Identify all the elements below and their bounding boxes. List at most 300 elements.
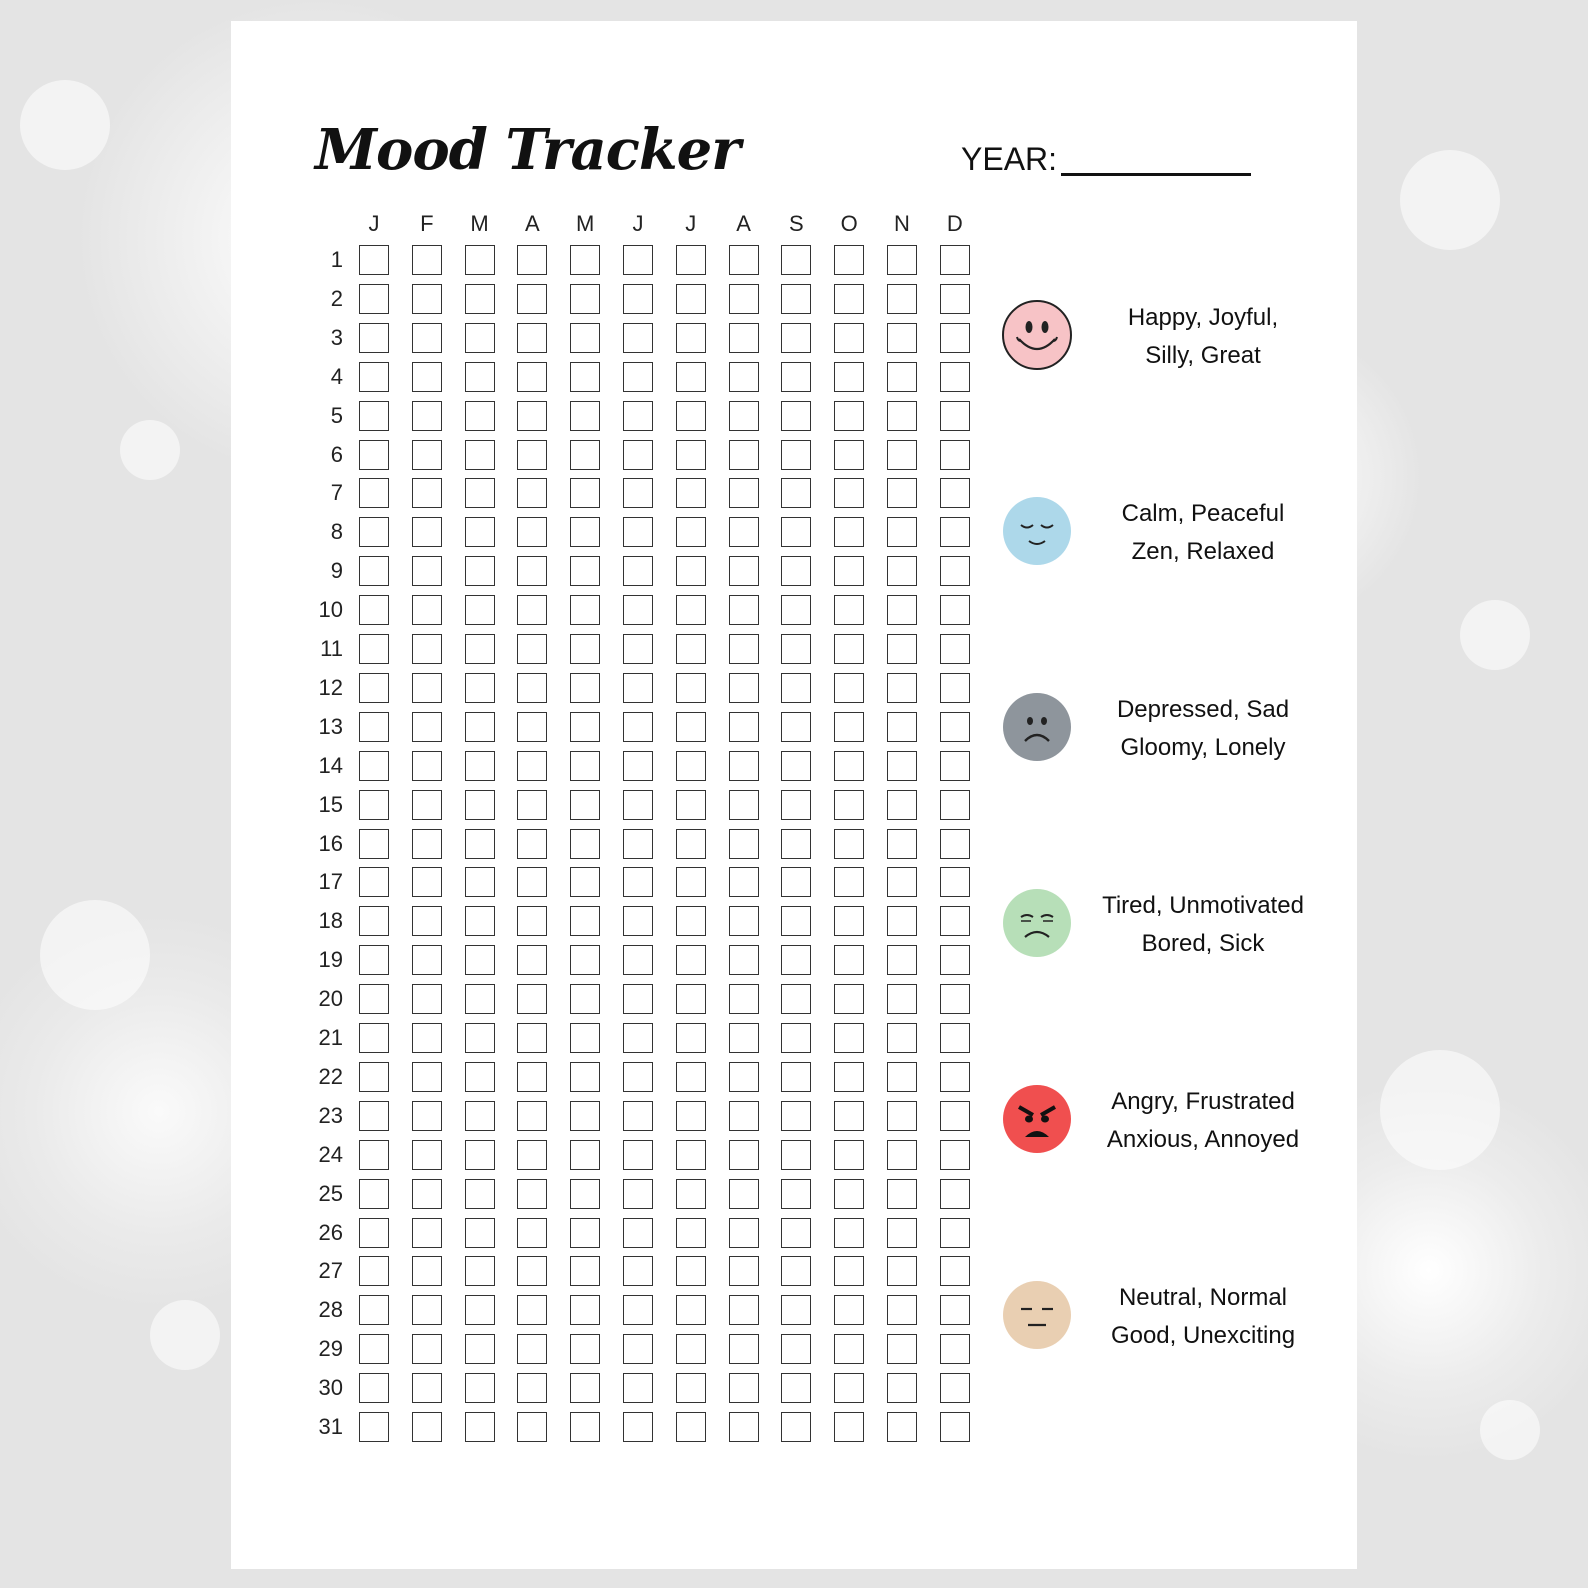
mood-cell[interactable] (834, 634, 864, 664)
mood-cell[interactable] (729, 1140, 759, 1170)
mood-cell[interactable] (781, 1101, 811, 1131)
mood-cell[interactable] (412, 284, 442, 314)
mood-cell[interactable] (834, 1218, 864, 1248)
mood-cell[interactable] (781, 906, 811, 936)
mood-cell[interactable] (729, 1101, 759, 1131)
mood-cell[interactable] (834, 1373, 864, 1403)
mood-cell[interactable] (729, 284, 759, 314)
mood-cell[interactable] (729, 1256, 759, 1286)
mood-cell[interactable] (781, 1179, 811, 1209)
mood-cell[interactable] (570, 673, 600, 703)
mood-cell[interactable] (465, 440, 495, 470)
mood-cell[interactable] (412, 673, 442, 703)
mood-cell[interactable] (676, 1140, 706, 1170)
mood-cell[interactable] (465, 790, 495, 820)
mood-cell[interactable] (623, 1062, 653, 1092)
mood-cell[interactable] (781, 634, 811, 664)
mood-cell[interactable] (940, 906, 970, 936)
mood-cell[interactable] (465, 1334, 495, 1364)
mood-cell[interactable] (359, 1373, 389, 1403)
mood-cell[interactable] (729, 1373, 759, 1403)
mood-cell[interactable] (729, 906, 759, 936)
mood-cell[interactable] (359, 1334, 389, 1364)
mood-cell[interactable] (517, 1062, 547, 1092)
mood-cell[interactable] (570, 906, 600, 936)
mood-cell[interactable] (465, 1101, 495, 1131)
mood-cell[interactable] (676, 712, 706, 742)
mood-cell[interactable] (834, 440, 864, 470)
mood-cell[interactable] (729, 1062, 759, 1092)
mood-cell[interactable] (465, 1140, 495, 1170)
mood-cell[interactable] (570, 1295, 600, 1325)
mood-cell[interactable] (570, 517, 600, 547)
mood-cell[interactable] (517, 1412, 547, 1442)
mood-cell[interactable] (940, 1412, 970, 1442)
mood-cell[interactable] (623, 401, 653, 431)
mood-cell[interactable] (781, 790, 811, 820)
mood-cell[interactable] (465, 673, 495, 703)
mood-cell[interactable] (412, 1218, 442, 1248)
mood-cell[interactable] (781, 867, 811, 897)
mood-cell[interactable] (676, 751, 706, 781)
mood-cell[interactable] (359, 634, 389, 664)
mood-cell[interactable] (887, 245, 917, 275)
mood-cell[interactable] (940, 1334, 970, 1364)
mood-cell[interactable] (834, 1179, 864, 1209)
mood-cell[interactable] (834, 401, 864, 431)
mood-cell[interactable] (940, 867, 970, 897)
mood-cell[interactable] (465, 712, 495, 742)
mood-cell[interactable] (570, 829, 600, 859)
mood-cell[interactable] (781, 1140, 811, 1170)
mood-cell[interactable] (623, 1412, 653, 1442)
mood-cell[interactable] (940, 1140, 970, 1170)
mood-cell[interactable] (359, 867, 389, 897)
mood-cell[interactable] (465, 595, 495, 625)
mood-cell[interactable] (729, 712, 759, 742)
mood-cell[interactable] (834, 595, 864, 625)
mood-cell[interactable] (676, 945, 706, 975)
mood-cell[interactable] (570, 401, 600, 431)
mood-cell[interactable] (623, 1179, 653, 1209)
mood-cell[interactable] (729, 401, 759, 431)
mood-cell[interactable] (940, 790, 970, 820)
mood-cell[interactable] (465, 323, 495, 353)
mood-cell[interactable] (781, 1334, 811, 1364)
mood-cell[interactable] (570, 245, 600, 275)
mood-cell[interactable] (465, 1218, 495, 1248)
mood-cell[interactable] (359, 1412, 389, 1442)
mood-cell[interactable] (676, 829, 706, 859)
mood-cell[interactable] (517, 751, 547, 781)
mood-cell[interactable] (676, 906, 706, 936)
mood-cell[interactable] (940, 984, 970, 1014)
mood-cell[interactable] (940, 362, 970, 392)
mood-cell[interactable] (465, 945, 495, 975)
mood-cell[interactable] (676, 478, 706, 508)
mood-cell[interactable] (676, 1179, 706, 1209)
mood-cell[interactable] (412, 829, 442, 859)
mood-cell[interactable] (623, 634, 653, 664)
mood-cell[interactable] (623, 478, 653, 508)
mood-cell[interactable] (781, 517, 811, 547)
mood-cell[interactable] (465, 556, 495, 586)
mood-cell[interactable] (570, 1101, 600, 1131)
mood-cell[interactable] (834, 1256, 864, 1286)
mood-cell[interactable] (465, 1256, 495, 1286)
mood-cell[interactable] (729, 478, 759, 508)
mood-cell[interactable] (412, 906, 442, 936)
mood-cell[interactable] (676, 1373, 706, 1403)
mood-cell[interactable] (412, 245, 442, 275)
mood-cell[interactable] (940, 245, 970, 275)
mood-cell[interactable] (781, 712, 811, 742)
mood-cell[interactable] (834, 673, 864, 703)
mood-cell[interactable] (781, 1062, 811, 1092)
mood-cell[interactable] (412, 323, 442, 353)
mood-cell[interactable] (623, 945, 653, 975)
mood-cell[interactable] (412, 1023, 442, 1053)
mood-cell[interactable] (834, 323, 864, 353)
mood-cell[interactable] (623, 673, 653, 703)
mood-cell[interactable] (623, 1256, 653, 1286)
mood-cell[interactable] (676, 1023, 706, 1053)
mood-cell[interactable] (940, 401, 970, 431)
mood-cell[interactable] (887, 1062, 917, 1092)
mood-cell[interactable] (834, 1101, 864, 1131)
mood-cell[interactable] (834, 245, 864, 275)
mood-cell[interactable] (517, 1101, 547, 1131)
mood-cell[interactable] (359, 362, 389, 392)
mood-cell[interactable] (729, 1023, 759, 1053)
mood-cell[interactable] (465, 751, 495, 781)
mood-cell[interactable] (676, 517, 706, 547)
mood-cell[interactable] (570, 634, 600, 664)
mood-cell[interactable] (781, 245, 811, 275)
mood-cell[interactable] (887, 595, 917, 625)
mood-cell[interactable] (517, 362, 547, 392)
mood-cell[interactable] (940, 1062, 970, 1092)
mood-cell[interactable] (359, 751, 389, 781)
mood-cell[interactable] (834, 362, 864, 392)
mood-cell[interactable] (940, 1373, 970, 1403)
mood-cell[interactable] (517, 1295, 547, 1325)
mood-cell[interactable] (623, 867, 653, 897)
mood-cell[interactable] (729, 984, 759, 1014)
mood-cell[interactable] (412, 634, 442, 664)
mood-cell[interactable] (887, 362, 917, 392)
mood-cell[interactable] (570, 595, 600, 625)
mood-cell[interactable] (623, 595, 653, 625)
mood-cell[interactable] (623, 1295, 653, 1325)
mood-cell[interactable] (517, 829, 547, 859)
mood-cell[interactable] (517, 673, 547, 703)
mood-cell[interactable] (412, 712, 442, 742)
mood-cell[interactable] (517, 323, 547, 353)
mood-cell[interactable] (359, 906, 389, 936)
mood-cell[interactable] (887, 712, 917, 742)
mood-cell[interactable] (676, 401, 706, 431)
mood-cell[interactable] (729, 362, 759, 392)
mood-cell[interactable] (465, 478, 495, 508)
mood-cell[interactable] (623, 984, 653, 1014)
mood-cell[interactable] (412, 790, 442, 820)
mood-cell[interactable] (834, 867, 864, 897)
mood-cell[interactable] (781, 284, 811, 314)
mood-cell[interactable] (517, 984, 547, 1014)
mood-cell[interactable] (570, 712, 600, 742)
mood-cell[interactable] (570, 790, 600, 820)
mood-cell[interactable] (412, 401, 442, 431)
mood-cell[interactable] (887, 323, 917, 353)
mood-cell[interactable] (465, 906, 495, 936)
mood-cell[interactable] (676, 1334, 706, 1364)
mood-cell[interactable] (623, 517, 653, 547)
mood-cell[interactable] (834, 1062, 864, 1092)
mood-cell[interactable] (781, 1256, 811, 1286)
mood-cell[interactable] (517, 401, 547, 431)
mood-cell[interactable] (729, 1295, 759, 1325)
mood-cell[interactable] (676, 790, 706, 820)
mood-cell[interactable] (887, 1140, 917, 1170)
mood-cell[interactable] (623, 362, 653, 392)
mood-cell[interactable] (359, 673, 389, 703)
mood-cell[interactable] (623, 1373, 653, 1403)
mood-cell[interactable] (517, 1023, 547, 1053)
mood-cell[interactable] (729, 245, 759, 275)
mood-cell[interactable] (729, 634, 759, 664)
mood-cell[interactable] (359, 1218, 389, 1248)
mood-cell[interactable] (412, 362, 442, 392)
mood-cell[interactable] (676, 323, 706, 353)
mood-cell[interactable] (412, 478, 442, 508)
mood-cell[interactable] (517, 1373, 547, 1403)
mood-cell[interactable] (887, 478, 917, 508)
mood-cell[interactable] (570, 751, 600, 781)
mood-cell[interactable] (517, 790, 547, 820)
mood-cell[interactable] (940, 595, 970, 625)
mood-cell[interactable] (781, 478, 811, 508)
mood-cell[interactable] (623, 1101, 653, 1131)
mood-cell[interactable] (465, 1373, 495, 1403)
mood-cell[interactable] (781, 945, 811, 975)
mood-cell[interactable] (465, 362, 495, 392)
mood-cell[interactable] (623, 1334, 653, 1364)
mood-cell[interactable] (940, 634, 970, 664)
mood-cell[interactable] (412, 1295, 442, 1325)
mood-cell[interactable] (570, 1412, 600, 1442)
mood-cell[interactable] (940, 945, 970, 975)
mood-cell[interactable] (940, 284, 970, 314)
mood-cell[interactable] (623, 1218, 653, 1248)
mood-cell[interactable] (887, 945, 917, 975)
mood-cell[interactable] (623, 556, 653, 586)
mood-cell[interactable] (412, 1062, 442, 1092)
mood-cell[interactable] (887, 401, 917, 431)
mood-cell[interactable] (834, 478, 864, 508)
mood-cell[interactable] (887, 1373, 917, 1403)
mood-cell[interactable] (465, 1023, 495, 1053)
mood-cell[interactable] (412, 1412, 442, 1442)
mood-cell[interactable] (887, 790, 917, 820)
mood-cell[interactable] (729, 1412, 759, 1442)
year-input-line[interactable] (1061, 173, 1251, 176)
mood-cell[interactable] (623, 284, 653, 314)
mood-cell[interactable] (887, 867, 917, 897)
mood-cell[interactable] (570, 1218, 600, 1248)
mood-cell[interactable] (729, 556, 759, 586)
mood-cell[interactable] (465, 1062, 495, 1092)
mood-cell[interactable] (887, 440, 917, 470)
mood-cell[interactable] (676, 634, 706, 664)
mood-cell[interactable] (676, 1412, 706, 1442)
mood-cell[interactable] (359, 1023, 389, 1053)
mood-cell[interactable] (781, 1412, 811, 1442)
mood-cell[interactable] (834, 1334, 864, 1364)
mood-cell[interactable] (729, 440, 759, 470)
mood-cell[interactable] (834, 984, 864, 1014)
mood-cell[interactable] (676, 984, 706, 1014)
mood-cell[interactable] (940, 323, 970, 353)
mood-cell[interactable] (729, 867, 759, 897)
mood-cell[interactable] (517, 1179, 547, 1209)
mood-cell[interactable] (887, 829, 917, 859)
mood-cell[interactable] (570, 1334, 600, 1364)
mood-cell[interactable] (729, 673, 759, 703)
mood-cell[interactable] (465, 517, 495, 547)
mood-cell[interactable] (412, 984, 442, 1014)
mood-cell[interactable] (359, 1179, 389, 1209)
mood-cell[interactable] (940, 1101, 970, 1131)
mood-cell[interactable] (412, 1179, 442, 1209)
mood-cell[interactable] (729, 1218, 759, 1248)
mood-cell[interactable] (887, 1101, 917, 1131)
mood-cell[interactable] (887, 906, 917, 936)
mood-cell[interactable] (781, 673, 811, 703)
mood-cell[interactable] (359, 556, 389, 586)
mood-cell[interactable] (676, 1295, 706, 1325)
mood-cell[interactable] (465, 634, 495, 664)
mood-cell[interactable] (887, 1218, 917, 1248)
mood-cell[interactable] (517, 595, 547, 625)
mood-cell[interactable] (412, 945, 442, 975)
mood-cell[interactable] (359, 323, 389, 353)
mood-cell[interactable] (517, 945, 547, 975)
mood-cell[interactable] (729, 790, 759, 820)
mood-cell[interactable] (517, 517, 547, 547)
mood-cell[interactable] (623, 440, 653, 470)
mood-cell[interactable] (729, 1334, 759, 1364)
mood-cell[interactable] (359, 401, 389, 431)
mood-cell[interactable] (623, 712, 653, 742)
mood-cell[interactable] (940, 478, 970, 508)
mood-cell[interactable] (570, 362, 600, 392)
mood-cell[interactable] (517, 1256, 547, 1286)
mood-cell[interactable] (465, 867, 495, 897)
mood-cell[interactable] (781, 984, 811, 1014)
mood-cell[interactable] (940, 1023, 970, 1053)
mood-cell[interactable] (781, 556, 811, 586)
mood-cell[interactable] (517, 284, 547, 314)
mood-cell[interactable] (359, 984, 389, 1014)
mood-cell[interactable] (676, 673, 706, 703)
mood-cell[interactable] (359, 517, 389, 547)
mood-cell[interactable] (412, 1334, 442, 1364)
mood-cell[interactable] (517, 556, 547, 586)
mood-cell[interactable] (623, 1023, 653, 1053)
mood-cell[interactable] (887, 751, 917, 781)
mood-cell[interactable] (517, 478, 547, 508)
mood-cell[interactable] (887, 1295, 917, 1325)
mood-cell[interactable] (887, 284, 917, 314)
mood-cell[interactable] (412, 751, 442, 781)
mood-cell[interactable] (359, 478, 389, 508)
mood-cell[interactable] (834, 1295, 864, 1325)
mood-cell[interactable] (781, 1295, 811, 1325)
mood-cell[interactable] (623, 1140, 653, 1170)
mood-cell[interactable] (940, 829, 970, 859)
mood-cell[interactable] (570, 440, 600, 470)
mood-cell[interactable] (729, 595, 759, 625)
mood-cell[interactable] (887, 1412, 917, 1442)
mood-cell[interactable] (676, 440, 706, 470)
mood-cell[interactable] (517, 1334, 547, 1364)
mood-cell[interactable] (781, 829, 811, 859)
mood-cell[interactable] (834, 284, 864, 314)
mood-cell[interactable] (729, 751, 759, 781)
mood-cell[interactable] (834, 1023, 864, 1053)
mood-cell[interactable] (465, 401, 495, 431)
mood-cell[interactable] (834, 1140, 864, 1170)
mood-cell[interactable] (940, 751, 970, 781)
mood-cell[interactable] (517, 712, 547, 742)
mood-cell[interactable] (359, 595, 389, 625)
mood-cell[interactable] (570, 945, 600, 975)
mood-cell[interactable] (887, 556, 917, 586)
mood-cell[interactable] (570, 1373, 600, 1403)
mood-cell[interactable] (834, 751, 864, 781)
mood-cell[interactable] (359, 829, 389, 859)
mood-cell[interactable] (517, 1218, 547, 1248)
mood-cell[interactable] (623, 906, 653, 936)
mood-cell[interactable] (940, 1179, 970, 1209)
mood-cell[interactable] (412, 517, 442, 547)
mood-cell[interactable] (781, 440, 811, 470)
mood-cell[interactable] (517, 867, 547, 897)
mood-cell[interactable] (887, 634, 917, 664)
mood-cell[interactable] (729, 1179, 759, 1209)
mood-cell[interactable] (940, 556, 970, 586)
mood-cell[interactable] (887, 673, 917, 703)
mood-cell[interactable] (412, 1101, 442, 1131)
mood-cell[interactable] (676, 1101, 706, 1131)
mood-cell[interactable] (517, 906, 547, 936)
mood-cell[interactable] (570, 478, 600, 508)
mood-cell[interactable] (412, 595, 442, 625)
mood-cell[interactable] (940, 1218, 970, 1248)
mood-cell[interactable] (676, 284, 706, 314)
mood-cell[interactable] (676, 245, 706, 275)
mood-cell[interactable] (359, 712, 389, 742)
mood-cell[interactable] (887, 984, 917, 1014)
mood-cell[interactable] (570, 284, 600, 314)
mood-cell[interactable] (781, 362, 811, 392)
mood-cell[interactable] (570, 1062, 600, 1092)
mood-cell[interactable] (834, 829, 864, 859)
mood-cell[interactable] (940, 712, 970, 742)
mood-cell[interactable] (412, 1140, 442, 1170)
mood-cell[interactable] (729, 517, 759, 547)
